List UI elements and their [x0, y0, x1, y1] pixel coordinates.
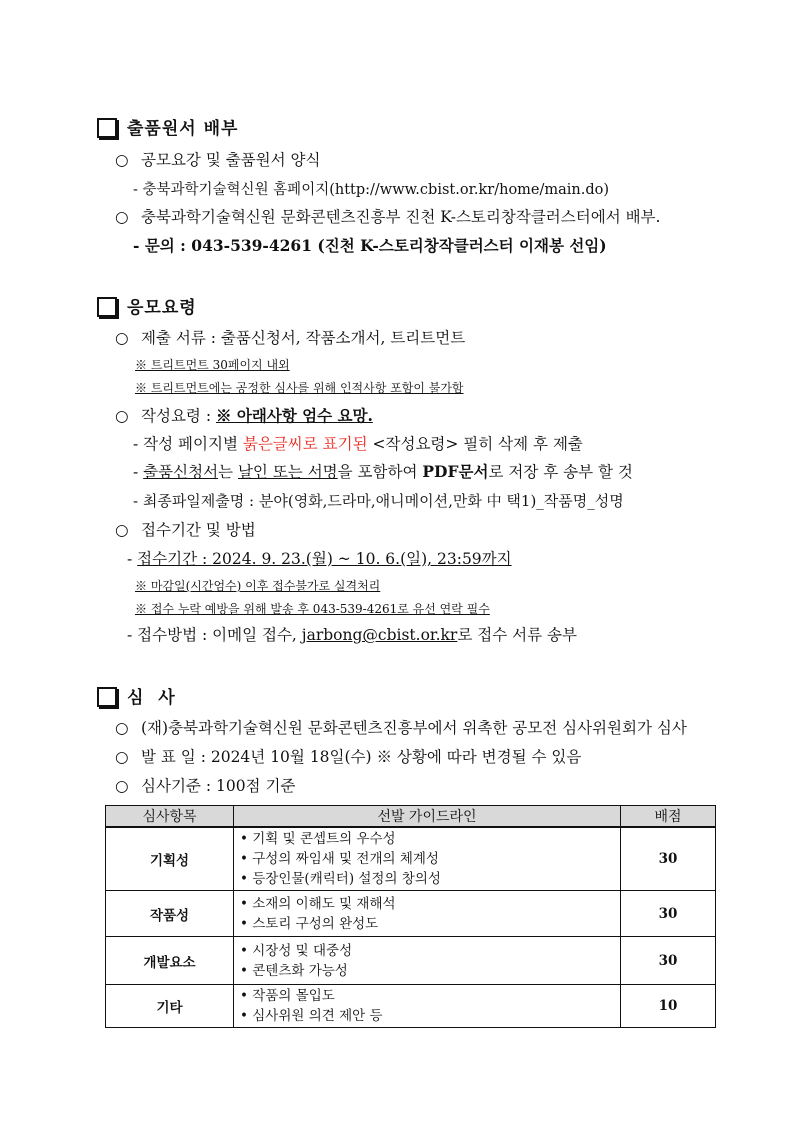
- item-text: 심사기준 : 100점 기준: [141, 777, 296, 795]
- list-item: [115, 774, 295, 796]
- list-item: [115, 518, 256, 540]
- guideline-item: • 콘텐츠화 가능성: [240, 961, 614, 981]
- text: 로 접수 서류 송부: [457, 626, 577, 644]
- guideline-item: • 기획 및 콘셉트의 우수성: [240, 829, 614, 849]
- category-cell: 개발요소: [106, 937, 234, 985]
- guideline-cell: [234, 937, 621, 985]
- item-text: 발 표 일 : 2024년 10월 18일(수) ※ 상황에 따라 변경될 수 있음: [141, 748, 582, 766]
- item-text: 공모요강 및 출품원서 양식: [141, 151, 321, 169]
- header-guideline: 선발 가이드라인: [234, 806, 621, 828]
- category-cell: 기타: [106, 985, 234, 1028]
- guideline-item: • 작품의 몰입도: [240, 986, 614, 1006]
- method-line: [127, 623, 577, 645]
- category-cell: 기획성: [106, 827, 234, 891]
- guideline-cell: [234, 891, 621, 937]
- checkbox-square-icon: [97, 297, 117, 317]
- text: -: [133, 463, 144, 481]
- circle-bullet-icon: ○: [115, 719, 129, 737]
- contact-line: - 문의 : 043-539-4261 (진천 K-스토리창작클러스터 이재봉 선임): [133, 236, 607, 255]
- list-item: [115, 716, 687, 738]
- guideline-item: • 등장인물(캐릭터) 설정의 창의성: [240, 869, 614, 889]
- checkbox-square-icon: [97, 118, 117, 138]
- category-cell: 작품성: [106, 891, 234, 937]
- note: ※ 트리트먼트에는 공정한 심사를 위해 인적사항 포함이 불가함: [135, 381, 464, 395]
- note: ※ 접수 누락 예방을 위해 발송 후 043-539-4261로 유선 연락 필수: [135, 602, 490, 616]
- circle-bullet-icon: ○: [115, 208, 129, 226]
- sub-item-homepage: - 충북과학기술혁신원 홈페이지(http://www.cbist.or.kr/home/main.do): [133, 182, 610, 198]
- list-item: [115, 148, 321, 170]
- circle-bullet-icon: ○: [115, 521, 129, 539]
- text: <작성요령> 필히 삭제 후 제출: [367, 435, 583, 453]
- text: 로 저장 후 송부 할 것: [488, 463, 633, 481]
- table-row: [106, 827, 716, 891]
- list-item: [115, 205, 660, 227]
- circle-bullet-icon: ○: [115, 748, 129, 766]
- text: 을 포함하여: [337, 463, 423, 481]
- guideline-cell: [234, 827, 621, 891]
- guideline-cell: [234, 985, 621, 1028]
- list-item: [115, 404, 373, 426]
- email-link[interactable]: jarbong@cbist.or.kr: [301, 626, 458, 644]
- text: -: [127, 550, 138, 568]
- table-row: [106, 937, 716, 985]
- text: - 접수방법 : 이메일 접수,: [127, 626, 302, 644]
- score-cell: 30: [621, 891, 716, 937]
- circle-bullet-icon: ○: [115, 151, 129, 169]
- table-row: [106, 891, 716, 937]
- section-heading-distribution: [97, 114, 238, 140]
- bold-text: PDF문서: [422, 462, 489, 481]
- writing-rule-1: [133, 432, 583, 454]
- item-text: 충북과학기술혁신원 문화콘텐츠진흥부 진천 K-스토리창작클러스터에서 배부.: [141, 208, 661, 226]
- table-row: [106, 985, 716, 1028]
- guideline-item: • 소재의 이해도 및 재해석: [240, 894, 614, 914]
- circle-bullet-icon: ○: [115, 407, 129, 425]
- section-heading-application: [97, 293, 197, 319]
- writing-rule-3: - 최종파일제출명 : 분야(영화,드라마,애니메이션,만화 中 택1)_작품명_성명: [133, 492, 624, 510]
- score-cell: 30: [621, 827, 716, 891]
- text: - 작성 페이지별: [133, 435, 243, 453]
- item-text: 접수기간 및 방법: [141, 521, 256, 539]
- header-category: 심사항목: [106, 806, 234, 828]
- header-score: 배점: [621, 806, 716, 828]
- note: ※ 트리트먼트 30페이지 내외: [135, 358, 290, 372]
- circle-bullet-icon: ○: [115, 777, 129, 795]
- checkbox-square-icon: [97, 687, 117, 707]
- guideline-item: • 구성의 짜임새 및 전개의 체계성: [240, 849, 614, 869]
- score-cell: 10: [621, 985, 716, 1028]
- list-item: [115, 326, 465, 348]
- guideline-item: • 심사위원 의견 제안 등: [240, 1006, 614, 1026]
- section-heading-review: [97, 683, 176, 709]
- underlined-text: 접수기간 : 2024. 9. 23.(월) ~ 10. 6.(일), 23:59까지: [137, 550, 512, 568]
- period-line: [127, 547, 512, 569]
- red-text: 붉은글씨로 표기된: [242, 435, 368, 453]
- section-title: 심 사: [127, 688, 176, 708]
- item-text: 제출 서류 : 출품신청서, 작품소개서, 트리트먼트: [141, 329, 466, 347]
- guideline-item: • 스토리 구성의 완성도: [240, 914, 614, 934]
- section-title: 출품원서 배부: [127, 119, 239, 139]
- review-criteria-table: [105, 805, 716, 1028]
- guideline-item: • 시장성 및 대중성: [240, 941, 614, 961]
- section-title: 응모요령: [127, 298, 197, 318]
- note: ※ 마감일(시간엄수) 이후 접수불가로 실격처리: [135, 579, 381, 593]
- score-cell: 30: [621, 937, 716, 985]
- item-text: 작성요령 :: [141, 407, 216, 425]
- item-text: (재)충북과학기술혁신원 문화콘텐츠진흥부에서 위촉한 공모전 심사위원회가 심사: [141, 719, 687, 737]
- text: 는: [218, 463, 238, 481]
- list-item: [115, 745, 581, 767]
- writing-rule-2: [133, 460, 633, 482]
- underlined-text: 출품신청서: [143, 463, 219, 481]
- table-header-row: [106, 806, 716, 828]
- underlined-text: 날인 또는 서명: [237, 463, 338, 481]
- circle-bullet-icon: ○: [115, 329, 129, 347]
- emphasis-text: ※ 아래사항 엄수 요망.: [215, 406, 373, 425]
